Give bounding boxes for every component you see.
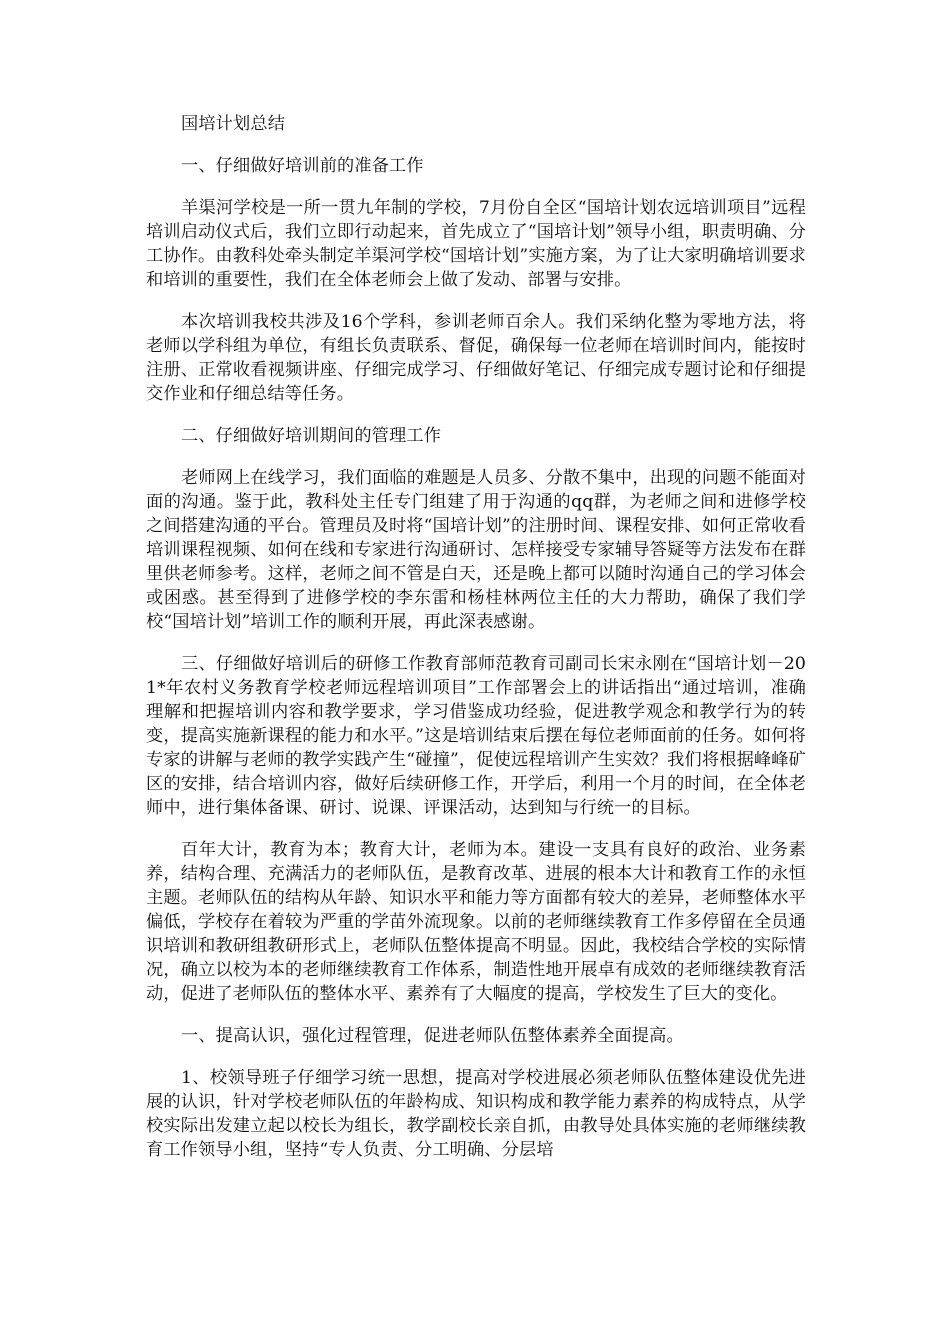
paragraph: 三、仔细做好培训后的研修工作教育部师范教育司副司长宋永刚在“国培计划－201*年农村义务教育学校老师远程培训项目”工作部署会上的讲话指出“通过培训，准确理解和把握培训内容和教学要求，学习借鉴成功经验，促进教学观念和教学行为的转变，提高实施新课程的能力和水平。”这是培训结束后摆在每位老师面前的任务。如何将专家的讲解与老师的教学实践产生“碰撞”，促使远程培训产生实效？我们将根据峰峰矿区的安排，结合培训内容，做好后续研修工作，开学后，利用一个月的时间，在全体老师中，进行集体备课、研讨、说课、评课活动，达到知与行统一的目标。 <box>146 654 806 818</box>
section-heading-awareness: 一、提高认识，强化过程管理，促进老师队伍整体素养全面提高。 <box>181 1026 684 1046</box>
paragraph: 百年大计，教育为本；教育大计，老师为本。建设一支具有良好的政治、业务素养，结构合理、充满活力的老师队伍，是教育改革、进展的根本大计和教育工作的永恒主题。老师队伍的结构从年龄、知识水平和能力等方面都有较大的差异，老师整体水平偏低，学校存在着较为严重的学苗外流现象。以前的老师继续教育工作多停留在全员通识培训和教研组教研形式上，老师队伍整体提高不明显。因此，我校结合学校的实际情况，确立以校为本的老师继续教育工作体系，制造性地开展卓有成效的老师继续教育活动，促进了老师队伍的整体水平、素养有了大幅度的提高，学校发生了巨大的变化。 <box>146 840 806 1004</box>
paragraph: 羊渠河学校是一所一贯九年制的学校，7月份自全区“国培计划农远培训项目”远程培训启动仪式后，我们立即行动起来，首先成立了“国培计划”领导小组，职责明确、分工协作。由教科处牵头制定羊渠河学校“国培计划”实施方案，为了让大家明确培训要求和培训的重要性，我们在全体老师会上做了发动、部署与安排。 <box>146 198 806 290</box>
paragraph: 1、校领导班子仔细学习统一思想，提高对学校进展必须老师队伍整体建设优先进展的认识，针对学校老师队伍的年龄构成、知识构成和教学能力素养的构成特点，从学校实际出发建立起以校长为组长，教学副校长亲自抓，由教导处具体实施的老师继续教育工作领导小组，坚持“专人负责、分工明确、分层培 <box>146 1068 806 1160</box>
section-heading-management: 二、仔细做好培训期间的管理工作 <box>181 426 442 446</box>
paragraph: 本次培训我校共涉及16个学科，参训老师百余人。我们采纳化整为零地方法，将老师以学科组为单位，有组长负责联系、督促，确保每一位老师在培训时间内，能按时注册、正常收看视频讲座、仔细完成学习、仔细做好笔记、仔细完成专题讨论和仔细提交作业和仔细总结等任务。 <box>146 312 806 404</box>
document-title: 国培计划总结 <box>181 114 286 134</box>
paragraph: 老师网上在线学习，我们面临的难题是人员多、分散不集中，出现的问题不能面对面的沟通。鉴于此，教科处主任专门组建了用于沟通的qq群，为老师之间和进修学校之间搭建沟通的平台。管理员及时将“国培计划”的注册时间、课程安排、如何正常收看培训课程视频、如何在线和专家进行沟通研讨、怎样接受专家辅导答疑等方法发布在群里供老师参考。这样，老师之间不管是白天，还是晚上都可以随时沟通自己的学习体会或困惑。甚至得到了进修学校的李东雷和杨桂林两位主任的大力帮助，确保了我们学校“国培计划”培训工作的顺利开展，再此深表感谢。 <box>146 468 806 632</box>
section-heading-preparation: 一、仔细做好培训前的准备工作 <box>181 156 424 176</box>
document-body <box>146 112 806 1162</box>
